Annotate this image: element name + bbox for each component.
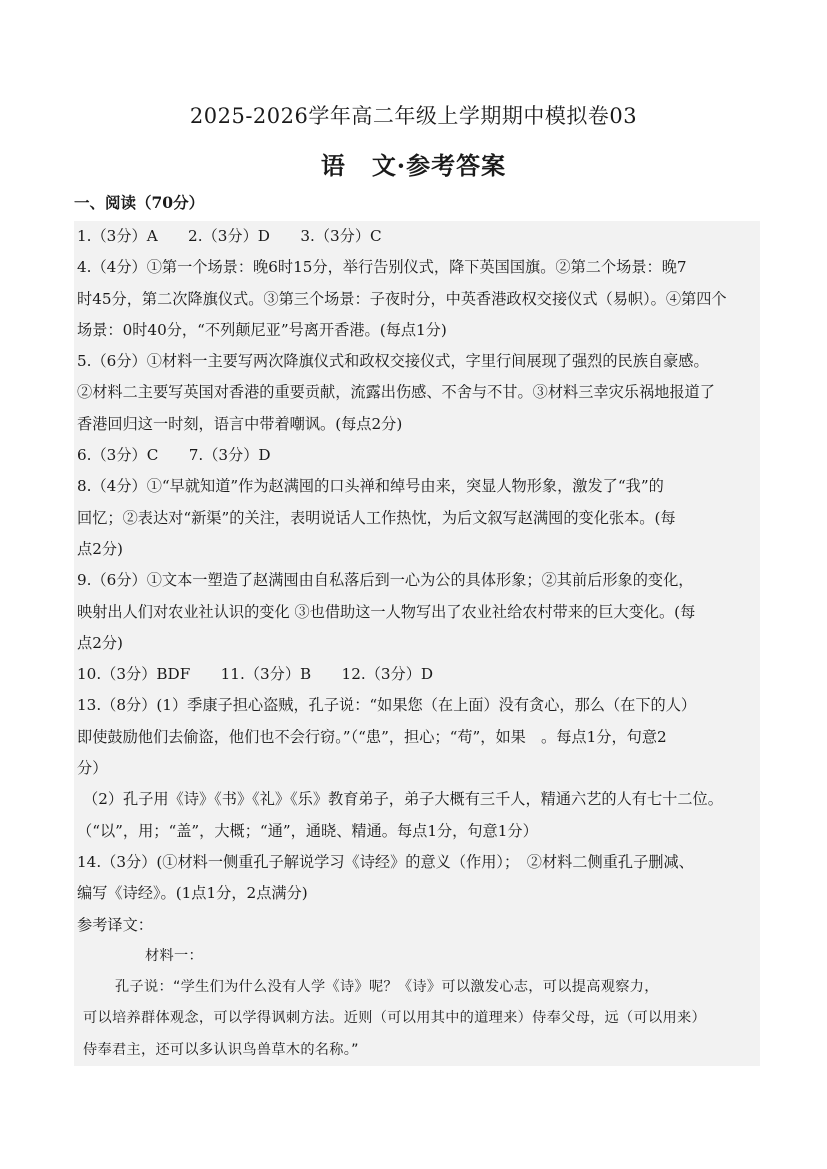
answer-line: 时45分，第二次降旗仪式。③第三个场景：子夜时分，中英香港政权交接仪式（易帜）。④第四个: [77, 289, 727, 308]
translation-line: 侍奉君主，还可以多认识鸟兽草木的名称。”: [83, 1041, 359, 1058]
answer-line: 4.（4分）①第一个场景：晚6时15分，举行告别仪式，降下英国国旗。②第二个场景：晚7: [77, 258, 687, 277]
answer-content-block: [74, 221, 760, 1066]
answer-line: （2）孔子用《诗》《书》《礼》《乐》教育弟子，弟子大概有三千人，精通六艺的人有七十二位。: [83, 790, 723, 809]
answer-line: 映射出人们对农业社认识的变化 ③也借助这一人物写出了农业社给农村带来的巨大变化。(每: [77, 602, 696, 621]
answer-line: 点2分): [77, 633, 123, 652]
answer-line: 8.（4分）①“早就知道”作为赵满囤的口头禅和绰号由来，突显人物形象，激发了“我”的: [77, 477, 664, 496]
translation-material-label: 材料一：: [145, 947, 203, 964]
answer-line: 回忆；②表达对“新渠”的关注，表明说话人工作热忱，为后文叙写赵满囤的变化张本。(每: [77, 508, 676, 527]
answer-line: 10.（3分）BDF 11.（3分）B 12.（3分）D: [77, 665, 434, 684]
translation-line: 孔子说：“学生们为什么没有人学《诗》呢？《诗》可以激发心志，可以提高观察力，: [115, 979, 659, 996]
answer-line: ②材料二主要写英国对香港的重要贡献，流露出伤感、不舍与不甘。③材料三幸灾乐祸地报道了: [77, 383, 715, 402]
answer-line: 6.（3分）C 7.（3分）D: [77, 446, 271, 465]
answer-line: 编写《诗经》。(1点1分，2点满分): [77, 884, 308, 903]
answer-line: 香港回归这一时刻，语言中带着嘲讽。(每点2分): [77, 414, 403, 433]
subject-label-left: 语: [320, 151, 346, 180]
document-subtitle: [0, 146, 827, 181]
answer-line: 13.（8分）(1）季康子担心盗贼，孔子说：“如果您（在上面）没有贪心，那么（在下的人）: [77, 696, 697, 715]
document-title: 2025-2026学年高二年级上学期期中模拟卷03: [189, 104, 638, 128]
translation-line: 可以培养群体观念，可以学得讽刺方法。近则（可以用其中的道理来）侍奉父母，远（可以用来）: [83, 1010, 706, 1027]
answer-line: 点2分): [77, 539, 123, 558]
answer-line: 1.（3分）A 2.（3分）D 3.（3分）C: [77, 227, 382, 245]
answer-line: 分）: [77, 759, 108, 778]
translation-heading: 参考译文：: [77, 915, 153, 934]
answer-line: 9.（6分）①文本一塑造了赵满囤由自私落后到一心为公的具体形象；②其前后形象的变化，: [77, 571, 694, 590]
answer-line: 14.（3分）(①材料一侧重孔子解说学习《诗经》的意义（作用）； ②材料二侧重孔子删减、: [77, 852, 694, 871]
answer-line: （“以”，用；“盖”，大概；“通”，通晓、精通。每点1分，句意1分）: [77, 821, 538, 840]
subject-label-right: 文·参考答案: [371, 151, 507, 180]
section-heading: 一、阅读（70分）: [74, 193, 205, 212]
answer-line: 场景：0时40分，“不列颠尼亚”号离开香港。(每点1分): [77, 320, 447, 339]
answer-line: 5.（6分）①材料一主要写两次降旗仪式和政权交接仪式，字里行间展现了强烈的民族自豪感。: [77, 352, 709, 371]
answer-line: 即使鼓励他们去偷盗，他们也不会行窃。”（“患”，担心；“苟”，如果 。每点1分，句意2: [77, 727, 667, 746]
